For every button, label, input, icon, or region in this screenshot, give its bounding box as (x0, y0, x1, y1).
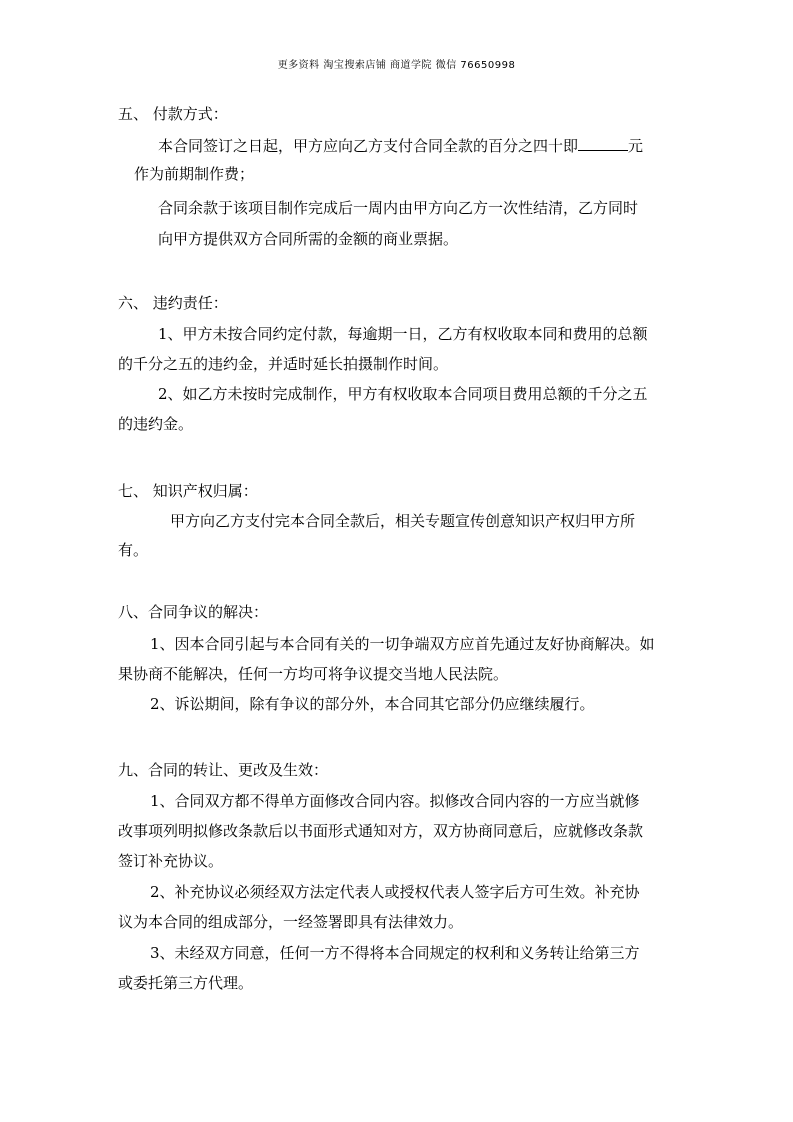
section-7-p1-line2: 有。 (118, 541, 149, 559)
section-6-p2-line2: 的违约金。 (118, 415, 194, 433)
page-header: 更多资料 淘宝搜索店铺 商道学院 微信 76650998 (277, 60, 516, 71)
section-8-p1-line1: 1、因本合同引起与本合同有关的一切争端双方应首先通过友好协商解决。如 (150, 635, 655, 653)
section-9-p1-line3: 签订补充协议。 (118, 852, 224, 870)
amount-blank (578, 135, 628, 151)
section-5-p2-line1: 合同余款于该项目制作完成后一周内由甲方向乙方一次性结清，乙方同时 (158, 199, 639, 217)
section-9-p2-line2: 议为本合同的组成部分，一经签署即具有法律效力。 (118, 913, 464, 931)
section-9-p1-line1: 1、合同双方都不得单方面修改合同内容。拟修改合同内容的一方应当就修 (150, 792, 640, 810)
section-5-p1-unit: 元 (628, 137, 644, 155)
section-6-p1-line2: 的千分之五的违约金，并适时延长拍摄制作时间。 (118, 355, 449, 373)
section-9-p2-line1: 2、补充协议必须经双方法定代表人或授权代表人签字后方可生效。补充协 (150, 883, 640, 901)
section-5-p2-line2: 向甲方提供双方合同所需的金额的商业票据。 (158, 230, 459, 248)
section-9-title: 九、合同的转让、更改及生效： (118, 761, 329, 779)
section-5-p1-text: 本合同签订之日起，甲方应向乙方支付合同全款的百分之四十即 (158, 137, 579, 155)
section-6-p1-line1: 1、甲方未按合同约定付款，每逾期一日，乙方有权收取本同和费用的总额 (158, 325, 648, 343)
section-5-title: 五、 付款方式： (118, 105, 228, 123)
section-7-p1-line1: 甲方向乙方支付完本合同全款后，相关专题宣传创意知识产权归甲方所 (170, 512, 636, 530)
section-6-title: 六、 违约责任： (118, 294, 228, 312)
section-7-title: 七、 知识产权归属： (118, 482, 258, 500)
section-9-p3-line1: 3、未经双方同意，任何一方不得将本合同规定的权利和义务转让给第三方 (150, 944, 640, 962)
section-5-p1-line1 (158, 135, 643, 156)
section-8-p2: 2、诉讼期间，除有争议的部分外，本合同其它部分仍应继续履行。 (150, 695, 595, 713)
section-9-p3-line2: 或委托第三方代理。 (118, 974, 254, 992)
section-6-p2-line1: 2、如乙方未按时完成制作，甲方有权收取本合同项目费用总额的千分之五 (158, 385, 648, 403)
section-8-title: 八、合同争议的解决： (118, 603, 269, 621)
section-8-p1-line2: 果协商不能解决，任何一方均可将争议提交当地人民法院。 (118, 665, 509, 683)
section-5-p1-line2: 作为前期制作费； (134, 165, 255, 183)
section-9-p1-line2: 改事项列明拟修改条款后以书面形式通知对方，双方协商同意后，应就修改条款 (118, 822, 644, 840)
